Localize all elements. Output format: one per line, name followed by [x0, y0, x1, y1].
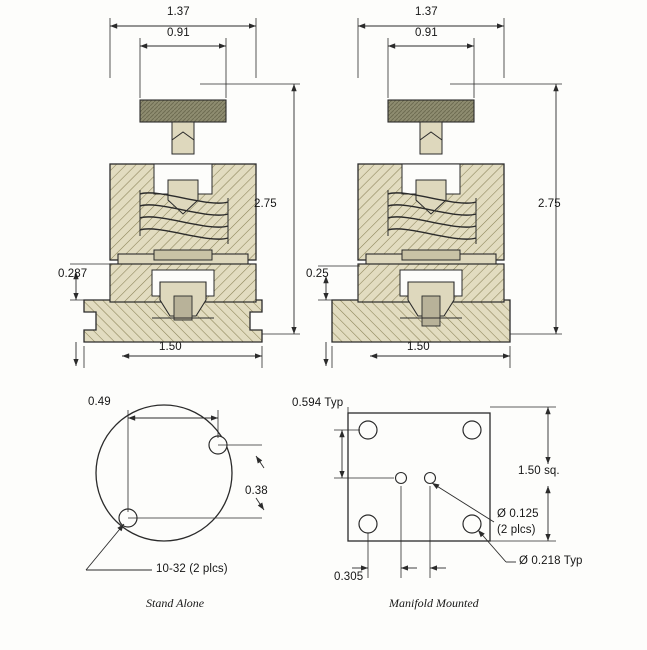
dim-right-1-50: 1.50 [407, 341, 430, 353]
dim-left-0-287: 0.287 [58, 268, 88, 280]
dim-left-1-50: 1.50 [159, 341, 182, 353]
dim-bottom-left-0-38: 0.38 [245, 485, 268, 497]
note-dia-0-125-plcs: (2 plcs) [497, 524, 536, 536]
manifold-mounted-section-geometry [318, 18, 562, 368]
dim-right-0-91: 0.91 [415, 27, 438, 39]
caption-stand-alone: Stand Alone [146, 596, 205, 610]
dim-bottom-right-0-305: 0.305 [334, 571, 364, 583]
stand-alone-section-geometry [70, 18, 300, 368]
manifold-mounted-bottom-geometry [334, 407, 556, 578]
dim-plate-1-50-sq: 1.50 sq. [518, 465, 560, 477]
dim-right-0-25: 0.25 [306, 268, 329, 280]
note-10-32: 10-32 (2 plcs) [156, 563, 228, 575]
dim-bottom-left-0-49: 0.49 [88, 396, 111, 408]
dim-left-2-75: 2.75 [254, 198, 277, 210]
caption-manifold-mounted: Manifold Mounted [389, 596, 479, 610]
note-dia-0-125: Ø 0.125 [497, 508, 539, 520]
dim-right-1-37: 1.37 [415, 6, 438, 18]
dim-left-1-37: 1.37 [167, 6, 190, 18]
dim-bottom-right-0-594: 0.594 Typ [292, 397, 344, 409]
dim-right-2-75: 2.75 [538, 198, 561, 210]
stand-alone-bottom-geometry [86, 405, 264, 570]
note-dia-0-218: Ø 0.218 Typ [519, 555, 583, 567]
dim-left-0-91: 0.91 [167, 27, 190, 39]
